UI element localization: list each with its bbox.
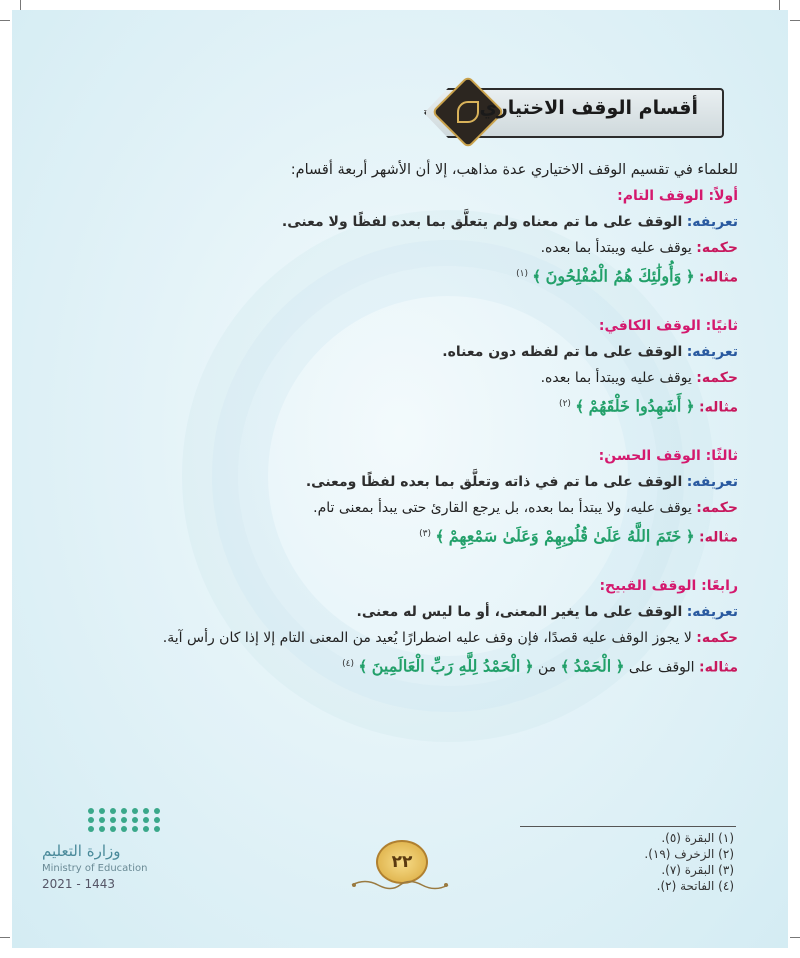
example-label: مثاله:: [699, 399, 738, 416]
definition-text: الوقف على ما يغير المعنى، أو ما ليس له معنى.: [356, 604, 683, 620]
bracket-close: ﴾: [575, 397, 585, 416]
definition-label: تعريفه:: [686, 604, 738, 620]
example-label: مثاله:: [699, 529, 738, 546]
example-middle: من: [538, 659, 557, 676]
definition-text: الوقف على ما تم في ذاته وتعلَّق بما بعده لفظًا ومعنى.: [305, 474, 683, 490]
page-number: ٢٢: [376, 840, 428, 884]
bracket-open: ﴿: [685, 267, 695, 286]
bracket-close: ﴾: [532, 267, 542, 286]
quran-verse: خَتَمَ اللَّهُ عَلَىٰ قُلُوبِهِمْ وَعَلَىٰ سَمْعِهِمْ: [448, 526, 682, 546]
footnote-item: (٤) الفاتحة (٢).: [656, 879, 734, 893]
logo-english: Ministry of Education: [42, 863, 148, 874]
page-title: أقسام الوقف الاختياري: [479, 97, 698, 119]
example-row: [48, 261, 738, 287]
ruling-text: يوقف عليه، ولا يبتدأ بما بعده، بل يرجع القارئ حتى يبدأ بمعنى تام.: [313, 500, 692, 516]
footnote-divider: [520, 826, 736, 827]
quran-verse: وَأُولَٰئِكَ هُمُ الْمُفْلِحُونَ: [545, 266, 682, 286]
definition-label: تعريفه:: [686, 474, 738, 490]
definition-text: الوقف على ما تم لفظه دون معناه.: [442, 344, 683, 360]
bracket-close: ﴾: [435, 527, 445, 546]
logo-dots-icon: [88, 808, 162, 832]
example-label: مثاله:: [699, 269, 738, 286]
definition-label: تعريفه:: [686, 344, 738, 360]
definition-text: الوقف على ما تم معناه ولم يتعلَّق بما بعده لفظًا ولا معنى.: [281, 214, 683, 230]
section-heading: ثانيًا: الوقف الكافي:: [598, 318, 738, 334]
ruling-label: حكمه:: [696, 370, 738, 386]
footnote-item: (٢) الزخرف (١٩).: [644, 847, 734, 861]
ruling-text: لا يجوز الوقف عليه قصدًا، فإن وقف عليه اضطرارًا يُعيد من المعنى التام إلا إذا كان رأس آية.: [162, 630, 692, 646]
crop-mark: [0, 20, 10, 21]
section-header: [424, 88, 724, 134]
ministry-logo: [42, 808, 182, 898]
footnote-item: (١) البقرة (٥).: [661, 831, 734, 845]
bracket-open: ﴿: [615, 657, 625, 676]
section-heading: أولاً: الوقف التام:: [617, 188, 738, 204]
logo-arabic: وزارة التعليم: [42, 842, 121, 860]
example-prefix: الوقف على: [628, 659, 695, 676]
definition-label: تعريفه:: [686, 214, 738, 230]
quran-verse: الْحَمْدُ لِلَّهِ رَبِّ الْعَالَمِينَ: [371, 656, 521, 676]
section-heading: ثالثًا: الوقف الحسن:: [598, 448, 738, 464]
ruling-label: حكمه:: [696, 240, 738, 256]
logo-years: 2021 - 1443: [42, 877, 116, 891]
crop-mark: [790, 20, 800, 21]
ruling-label: حكمه:: [696, 500, 738, 516]
definition-row: [48, 599, 738, 625]
crop-mark: [790, 937, 800, 938]
definition-row: [48, 339, 738, 365]
ruling-label: حكمه:: [696, 630, 738, 646]
ruling-row: [48, 495, 738, 521]
section-heading: رابعًا: الوقف القبيح:: [599, 578, 738, 594]
example-row: [48, 391, 738, 417]
bracket-open: ﴿: [524, 657, 534, 676]
footnote-item: (٣) البقرة (٧).: [661, 863, 734, 877]
main-content: [48, 157, 738, 677]
intro-text: للعلماء في تقسيم الوقف الاختياري عدة مذاهب، إلا أن الأشهر أربعة أقسام:: [290, 162, 738, 178]
flourish-ornament-icon: [350, 878, 450, 892]
crop-mark: [779, 0, 780, 10]
bracket-open: ﴿: [685, 527, 695, 546]
quran-word: الْحَمْدُ: [573, 656, 612, 676]
ruling-row: [48, 365, 738, 391]
bracket-close: ﴾: [560, 657, 570, 676]
footnote-ref: (١): [516, 269, 528, 279]
quran-verse: أَشَهِدُوا خَلْقَهُمْ: [588, 396, 682, 416]
crop-mark: [20, 0, 21, 10]
example-row: [48, 521, 738, 547]
ruling-row: [48, 235, 738, 261]
footnote-ref: (٣): [419, 529, 431, 539]
footnote-ref: (٤): [342, 659, 354, 669]
footnotes: [514, 830, 734, 894]
example-row: [48, 651, 738, 677]
example-label: مثاله:: [699, 659, 738, 676]
bracket-open: ﴿: [685, 397, 695, 416]
ruling-text: يوقف عليه ويبتدأ بما بعده.: [540, 370, 692, 386]
definition-row: [48, 469, 738, 495]
crop-mark: [0, 937, 10, 938]
definition-row: [48, 209, 738, 235]
footnote-ref: (٢): [559, 399, 571, 409]
ruling-row: [48, 625, 738, 651]
ruling-text: يوقف عليه ويبتدأ بما بعده.: [540, 240, 692, 256]
bracket-close: ﴾: [358, 657, 368, 676]
